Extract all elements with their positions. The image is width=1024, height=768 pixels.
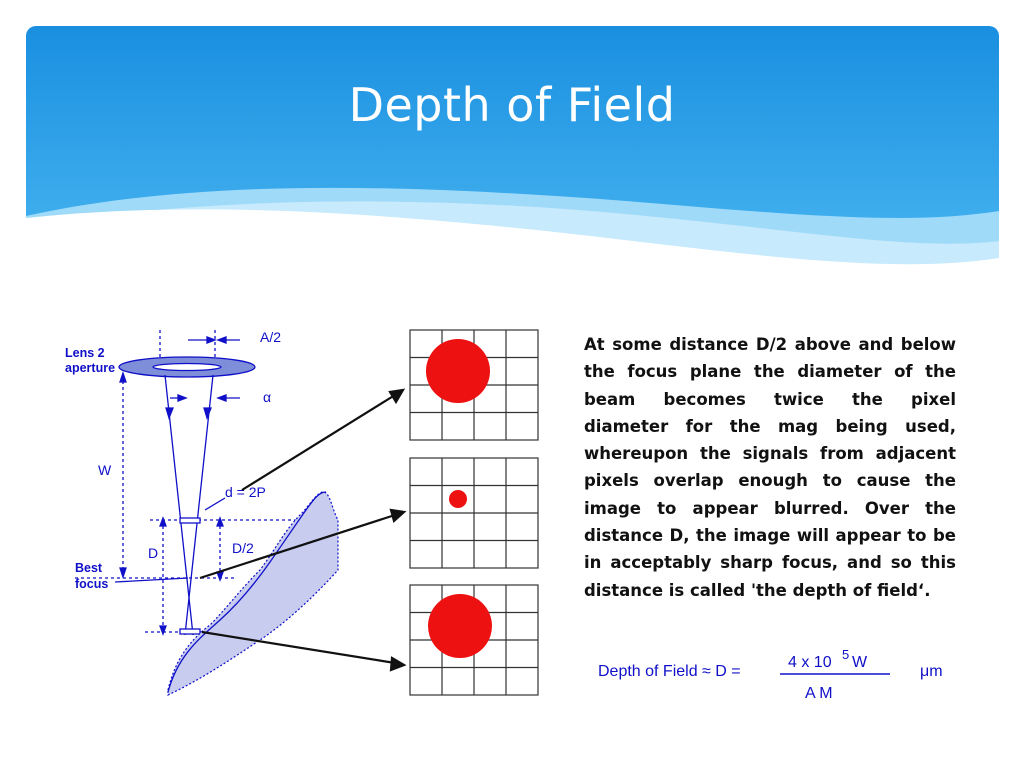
formula-denominator: A M [805,685,833,702]
grid-in-focus [410,458,538,568]
spot-small-focus [449,490,467,508]
formula-numerator: 4 x 10 [788,654,832,671]
aperture-label: aperture [65,361,116,375]
slide-header-banner [26,26,999,284]
formula-left: Depth of Field ≈ D = [598,663,741,680]
best-focus-label-2: focus [75,577,109,591]
formula-numerator-tail: W [852,654,868,671]
slide-title: Depth of Field [348,78,676,132]
spot-large-top [426,339,490,403]
description-text: At some distance D/2 above and below the focus plane the diameter of the beam becomes twice the pixel diameter for the mag being used, whereupon the signals from adjacent pixels overlap enough to cause the image to appear blurred. Over the distance D, the image will appear to be in acceptably sharp focus, and so this distance is called 'the depth of field‘. [584,335,956,600]
half-angle-label: A/2 [260,329,282,345]
spot-large-bottom [428,594,492,658]
formula-exponent: 5 [842,647,850,662]
depth-of-field-formula [590,640,960,705]
depth-of-field-diagram [60,320,550,705]
lens-label: Lens 2 [65,346,105,360]
w-label: W [98,462,112,478]
d2p-label: d = 2P [225,484,266,500]
d-half-label: D/2 [232,540,254,556]
d-label: D [148,545,159,561]
formula-unit: μm [920,663,943,680]
best-focus-label: Best [75,561,103,575]
alpha-label: α [263,389,272,405]
